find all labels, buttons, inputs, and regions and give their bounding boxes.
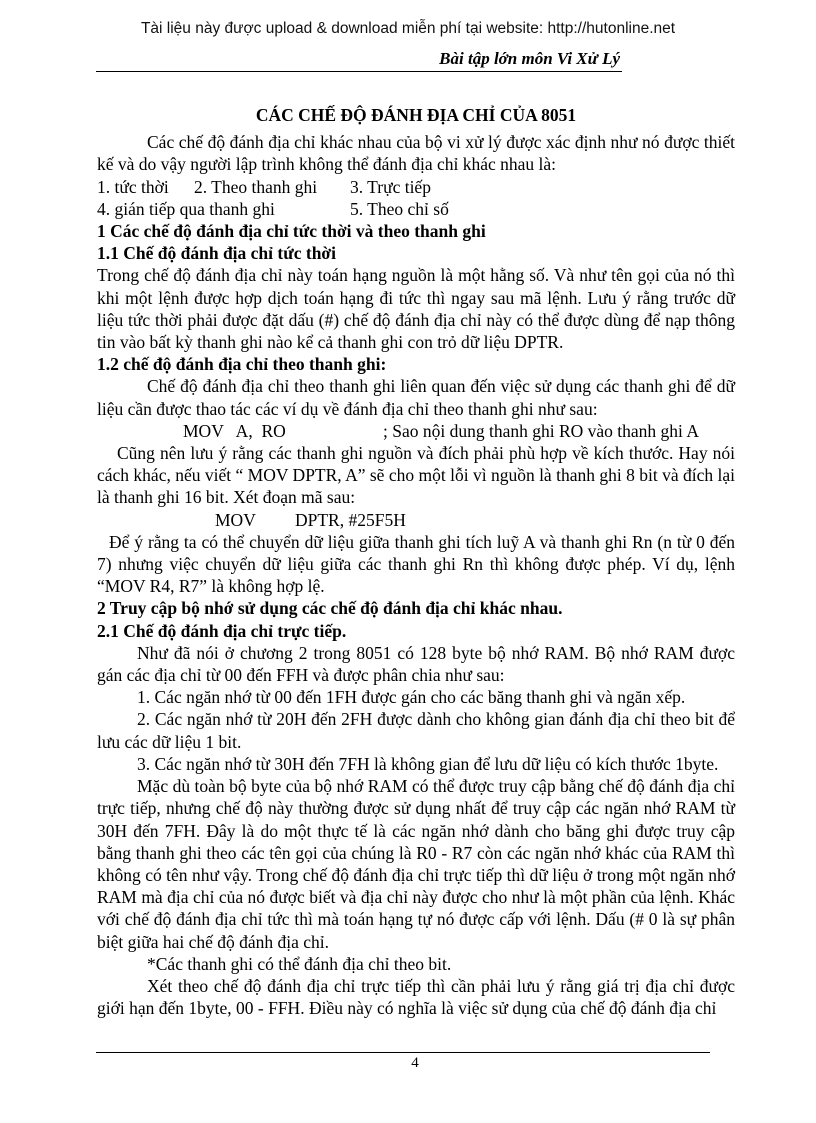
- mode-immediate: 1. tức thời: [97, 176, 169, 197]
- section-1-1-heading: 1.1 Chế độ đánh địa chỉ tức thời: [97, 243, 336, 264]
- section-2-1-paragraph-2: Mặc dù toàn bộ byte của bộ nhớ RAM có thể được truy cập bằng chế độ đánh địa chỉ trực tiếp, nhưng chế độ này thường được sử dụng nhất để truy cập các ngăn nhớ RAM từ 30H đến 7FH. Đây là do một thực tế là các ngăn nhớ dành cho băng ghi được truy cập bằng thanh ghi theo các tên gọi của chúng là R0 - R7 còn các ngăn nhớ khác của RAM thì không có tên như vậy. Trong chế độ đánh địa chỉ trực tiếp thì dữ liệu ở trong một ngăn nhớ RAM mà địa chỉ của nó được biết và địa chỉ này được cho như là một phần của lệnh. Khác với chế độ đánh địa chỉ tức thì mà toán hạng tự nó được cấp với lệnh. Dấu (# 0 là sự phân biệt giữa hai chế độ đánh địa chỉ.: [97, 776, 735, 952]
- mode-direct: 3. Trực tiếp: [350, 176, 431, 197]
- code-1-comment: ; Sao nội dung thanh ghi RO vào thanh ghi A: [383, 420, 699, 441]
- page-number: 4: [411, 1055, 419, 1071]
- ram-list-item: 2. Các ngăn nhớ từ 20H đến 2FH được dành cho không gian đánh địa chỉ theo bit để lưu các dữ liệu 1 bit.: [97, 709, 735, 752]
- section-1-2-heading: 1.2 chế độ đánh địa chỉ theo thanh ghi:: [97, 354, 387, 375]
- ram-list-item: 3. Các ngăn nhớ từ 30H đến 7FH là không gian để lưu dữ liệu có kích thước 1byte.: [137, 753, 719, 774]
- document-title: CÁC CHẾ ĐỘ ĐÁNH ĐỊA CHỈ CỦA 8051: [255, 105, 577, 125]
- modes-row-2: [97, 198, 735, 220]
- code-example-1: [97, 420, 735, 442]
- modes-row-1: [97, 176, 735, 198]
- running-header-title: Bài tập lớn môn Vi Xử Lý: [439, 49, 620, 68]
- mode-indirect: 4. gián tiếp qua thanh ghi: [97, 198, 275, 219]
- section-2-1-heading: 2.1 Chế độ đánh địa chỉ trực tiếp.: [97, 620, 347, 641]
- section-2-heading: 2 Truy cập bộ nhớ sử dụng các chế độ đánh địa chỉ khác nhau.: [97, 598, 563, 619]
- code-example-2: [97, 509, 735, 531]
- ram-list-item: 1. Các ngăn nhớ từ 00 đến 1FH được gán cho các băng thanh ghi và ngăn xếp.: [137, 687, 686, 708]
- download-banner: Tài liệu này được upload & download miễn phí tại website: http://hutonline.net: [140, 20, 676, 37]
- section-1-2-paragraph: Chế độ đánh địa chỉ theo thanh ghi liên quan đến việc sử dụng các thanh ghi để dữ liệu cần được thao tác các ví dụ về đánh địa chỉ theo thanh ghi như sau:: [97, 376, 735, 419]
- bit-addressable-note: *Các thanh ghi có thể đánh địa chỉ theo bit.: [147, 953, 452, 974]
- code-2-operands: DPTR, #25F5H: [295, 509, 406, 530]
- document-body: [97, 104, 735, 1019]
- header-rule: [96, 71, 622, 72]
- section-2-1-paragraph-3: Xét theo chế độ đánh địa chỉ trực tiếp thì cần phải lưu ý rằng giá trị địa chỉ được giới hạn đến 1byte, 00 - FFH. Điều này có nghĩa là việc sử dụng của chế độ đánh địa chỉ: [97, 975, 735, 1019]
- section-1-heading: 1 Các chế độ đánh địa chỉ tức thời và theo thanh ghi: [97, 221, 486, 242]
- section-2-1-paragraph: Như đã nói ở chương 2 trong 8051 có 128 byte bộ nhớ RAM. Bộ nhớ RAM được gán các địa chỉ từ 00 đến FFH và được phân chia như sau:: [97, 642, 735, 686]
- mode-indexed: 5. Theo chỉ số: [350, 198, 449, 219]
- intro-paragraph: Các chế độ đánh địa chỉ khác nhau của bộ vi xử lý được xác định như nó được thiết kế và do vậy người lập trình không thể đánh địa chỉ khác nhau là:: [97, 132, 735, 175]
- footer-rule: [96, 1052, 710, 1053]
- mode-register: 2. Theo thanh ghi: [194, 176, 318, 197]
- section-1-1-paragraph: Trong chế độ đánh địa chỉ này toán hạng nguồn là một hằng số. Và như tên gọi của nó thì khi một lệnh được hợp dịch toán hạng đi tức thì ngay sau mã lệnh. Lưu ý rằng trước dữ liệu tức thời phải được đặt dấu (#) chế độ đánh địa chỉ này có thể được dùng để nạp thông tin vào bất kỳ thanh ghi nào kể cả thanh ghi con trỏ dữ liệu DPTR.: [97, 265, 735, 353]
- section-1-2-paragraph-3: Để ý rằng ta có thể chuyển dữ liệu giữa thanh ghi tích luỹ A và thanh ghi Rn (n từ 0 đến 7) nhưng việc chuyển dữ liệu giữa các thanh ghi Rn thì không được phép. Ví dụ, lệnh “MOV R4, R7” là không hợp lệ.: [97, 531, 735, 597]
- code-1-instruction: MOV A, RO: [183, 420, 286, 441]
- code-2-opcode: MOV: [215, 509, 256, 530]
- section-1-2-paragraph-2: Cũng nên lưu ý rằng các thanh ghi nguồn và đích phải phù hợp về kích thước. Hay nói cách khác, nếu viết “ MOV DPTR, A” sẽ cho một lỗi vì nguồn là thanh ghi 8 bit và đích lại là thanh ghi 16 bit. Xét đoạn mã sau:: [97, 443, 735, 508]
